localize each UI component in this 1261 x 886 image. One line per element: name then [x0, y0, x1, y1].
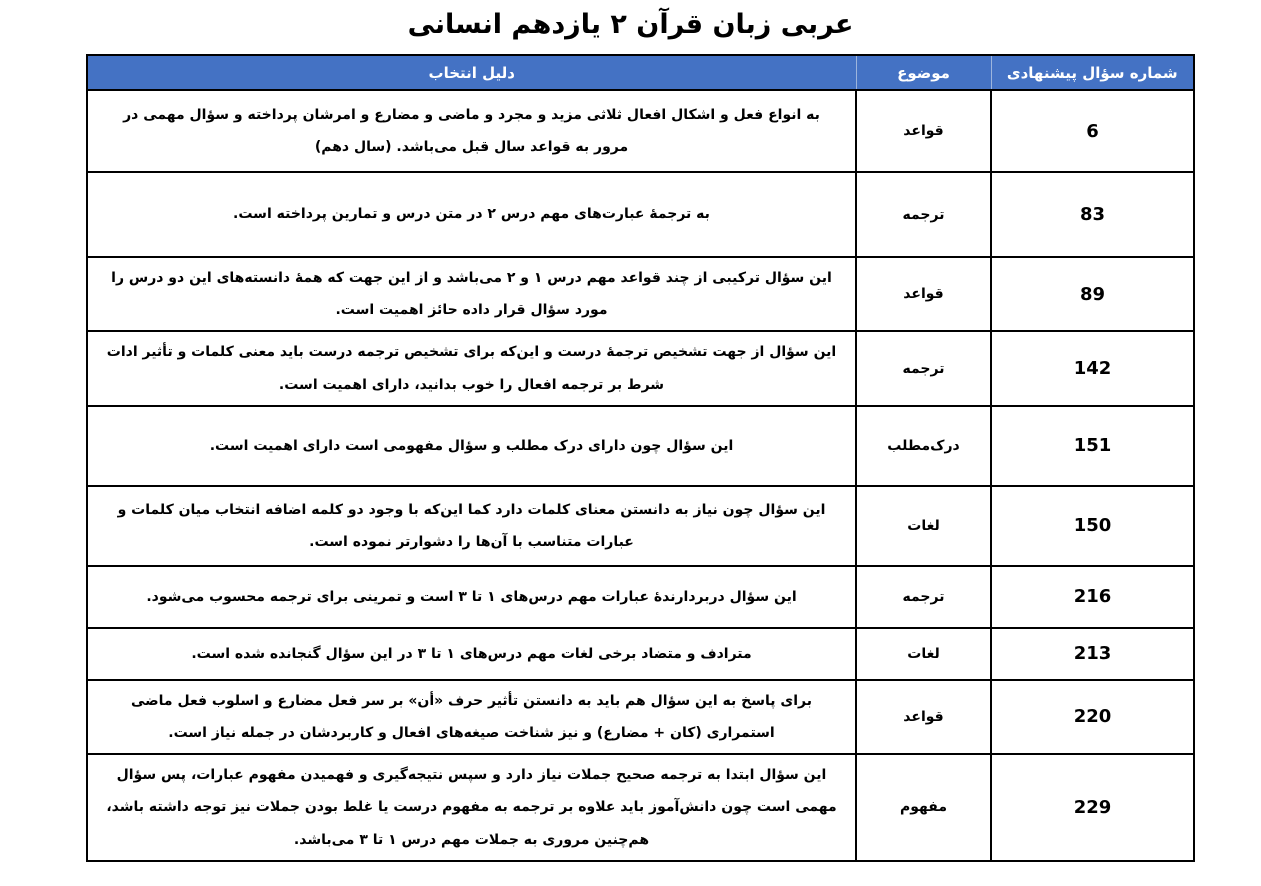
page-title: عربی زبان قرآن ۲ یازدهم انسانی: [407, 9, 854, 40]
topic-cell: ترجمه: [856, 566, 991, 628]
question-number-cell: 150: [991, 486, 1194, 566]
question-number-cell: 216: [991, 566, 1194, 628]
question-number-cell: 6: [991, 90, 1194, 172]
table-row: [87, 406, 1194, 486]
table-row: [87, 566, 1194, 628]
question-number-cell: 151: [991, 406, 1194, 486]
table-header-row: [87, 55, 1194, 90]
header-question-number: شماره سؤال پیشنهادی: [991, 55, 1194, 90]
table-row: [87, 680, 1194, 754]
reason-cell: این سؤال چون نیاز به دانستن معنای کلمات دارد کما این‌که با وجود دو کلمه اضافه انتخاب میان کلمات و عبارات متناسب با آن‌ها را دشوارتر نموده است.: [87, 486, 856, 566]
question-number-cell: 229: [991, 754, 1194, 861]
question-selection-table: [86, 54, 1195, 862]
reason-cell: این سؤال از جهت تشخیص ترجمهٔ درست و این‌که برای تشخیص ترجمه درست باید معنی کلمات و تأثیر ادات شرط بر ترجمه افعال را خوب بدانید، دارای اهمیت است.: [87, 331, 856, 405]
table-row: [87, 172, 1194, 257]
reason-cell: به ترجمهٔ عبارت‌های مهم درس ۲ در متن درس و تمارین پرداخته است.: [87, 172, 856, 257]
topic-cell: ترجمه: [856, 172, 991, 257]
reason-cell: این سؤال چون دارای درک مطلب و سؤال مفهومی است دارای اهمیت است.: [87, 406, 856, 486]
question-number-cell: 142: [991, 331, 1194, 405]
table-row: [87, 331, 1194, 405]
table-row: [87, 628, 1194, 680]
table-row: [87, 257, 1194, 331]
topic-cell: ترجمه: [856, 331, 991, 405]
table-row: [87, 486, 1194, 566]
topic-cell: لغات: [856, 486, 991, 566]
reason-cell: مترادف و متضاد برخی لغات مهم درس‌های ۱ تا ۳ در این سؤال گنجانده شده است.: [87, 628, 856, 680]
reason-cell: این سؤال ترکیبی از چند قواعد مهم درس ۱ و ۲ می‌باشد و از این جهت که همهٔ دانسته‌های این دو درس را مورد سؤال قرار داده حائز اهمیت است.: [87, 257, 856, 331]
reason-cell: به انواع فعل و اشکال افعال ثلاثی مزید و مجرد و ماضی و مضارع و امرشان پرداخته و سؤال مهمی در مرور به قواعد سال قبل می‌باشد. (سال دهم): [87, 90, 856, 172]
reason-cell: برای پاسخ به این سؤال هم باید به دانستن تأثیر حرف «أن» بر سر فعل مضارع و اسلوب فعل ماضی استمراری (کان + مضارع) و نیز شناخت صیغه‌های افعال و کاربردشان در جمله نیاز است.: [87, 680, 856, 754]
topic-cell: قواعد: [856, 680, 991, 754]
topic-cell: مفهوم: [856, 754, 991, 861]
reason-cell: این سؤال دربردارندهٔ عبارات مهم درس‌های ۱ تا ۳ است و تمرینی برای ترجمه محسوب می‌شود.: [87, 566, 856, 628]
question-number-cell: 213: [991, 628, 1194, 680]
question-number-cell: 83: [991, 172, 1194, 257]
topic-cell: قواعد: [856, 257, 991, 331]
table-body: [87, 90, 1194, 861]
reason-cell: این سؤال ابتدا به ترجمه صحیح جملات نیاز دارد و سپس نتیجه‌گیری و فهمیدن مفهوم عبارات، پس سؤال مهمی است چون دانش‌آموز باید علاوه بر ترجمه به مفهوم درست یا غلط بودن جملات نیز توجه داشته باشد، هم‌چنین مروری به جملات مهم درس ۱ تا ۳ می‌باشد.: [87, 754, 856, 861]
topic-cell: قواعد: [856, 90, 991, 172]
topic-cell: درک‌مطلب: [856, 406, 991, 486]
question-number-cell: 89: [991, 257, 1194, 331]
header-topic: موضوع: [856, 55, 991, 90]
table-row: [87, 90, 1194, 172]
topic-cell: لغات: [856, 628, 991, 680]
header-reason: دلیل انتخاب: [87, 55, 856, 90]
question-number-cell: 220: [991, 680, 1194, 754]
table-row: [87, 754, 1194, 861]
